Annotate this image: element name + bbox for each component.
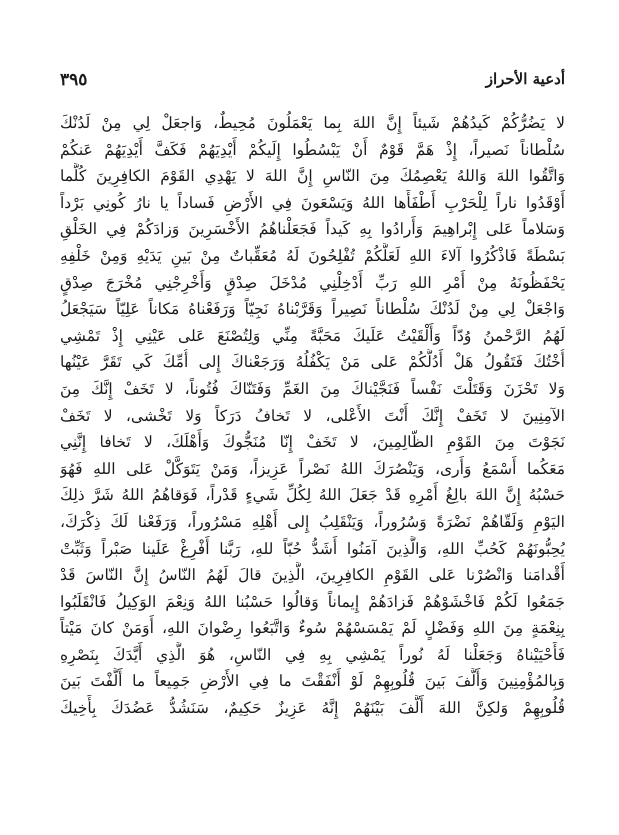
text-line: أُخْتُكَ فَتَقُولُ هَلْ أَدُلُّكُمْ عَلى مَنْ يَكْفُلُهُ وَرَجَعْناكَ إِلى أُمِّكَ كَي تَقَرَّ عَيْنُها — [60, 353, 565, 372]
page-header — [60, 70, 565, 98]
text-line: مَعَكُما أَسْمَعُ وَأَرى، وَيَنْصُرَكَ اللهُ نَصْراً عَزِيزاً، وَمَنْ يَتَوَكَّلْ عَلى اللهِ فَهُوَ — [60, 459, 565, 478]
running-head: أدعية الأحراز — [485, 70, 565, 88]
text-line: حَسْبُهُ إِنَّ اللهَ بالِغُ أَمْرِهِ قَدْ جَعَلَ اللهُ لِكُلِّ شَيءٍ قَدْراً، فَوَقاهُمُ اللهُ شَرَّ ذلِكَ — [60, 486, 565, 505]
text-line: أَقْدامَنا وَانْصُرْنا عَلى القَوْمِ الكافِرِينَ، الَّذِينَ قالَ لَهُمُ النّاسُ إِنَّ النّاسَ قَدْ — [60, 566, 565, 585]
text-line: الآمِنِينَ لا تَخَفْ إِنَّكَ أَنْتَ الأَعْلى، لا تَخافُ دَرَكاً وَلا تَخْشى، لا تَخَفْ — [60, 406, 565, 425]
text-line: يُحِبُّونَهُمْ كَحُبِّ اللهِ، وَالَّذِينَ آمَنُوا أَشَدُّ حُبّاً للهِ، رَبَّنا أَفْرِغْ عَلَينا صَبْراً وَثَبِّتْ — [60, 539, 565, 558]
text-line: سُلْطاناً نَصيراً، إِذْ هَمَّ قَوْمٌ أَنْ يَبْسُطُوا إِلَيكُمْ أَيْدِيَهُمْ فَكَفَّ أَيْدِيَهُمْ عَنكُمْ — [60, 140, 565, 159]
text-line: يَحْفَظُونَهُ مِنْ أَمْرِ اللهِ رَبِّ أَدْخِلْنِي مُدْخَلَ صِدْقٍ وَأَخْرِجْنِي مُخْرَجَ صِدْقٍ — [60, 273, 565, 292]
text-line: نَجَوْتَ مِنَ القَوْمِ الظّالِمِينَ، لا تَخَفْ إِنّا مُنَجُّوكَ وَأَهْلَكَ، لا تَخافا إِنَّنِي — [60, 433, 565, 452]
text-line: وَاتَّقُوا اللهَ وَاللهُ يَعْصِمُكَ مِنَ النّاسِ إِنَّ اللهَ لا يَهْدِي القَوْمَ الكافِرِينَ كُلَّما — [60, 167, 565, 186]
text-line: وَلا تَحْزَنَ وَقَتَلْتَ نَفْساً فَنَجَّيْناكَ مِنَ الغَمِّ وَفَتَنّاكَ فُتُوناً، لا تَخَفْ إِنَّكَ مِنَ — [60, 379, 565, 398]
text-line: فَأَحْيَيْناهُ وَجَعَلْنا لَهُ نُوراً يَمْشِي بِهِ فِي النّاسِ، هُوَ الَّذِي أَيَّدَكَ بِنَصْرِهِ — [60, 645, 565, 664]
page-number: ٣٩٥ — [60, 70, 88, 90]
text-line: اليَوْمِ وَلَقّاهُمْ نَضْرَةً وَسُرُوراً، وَيَنْقَلِبُ إِلى أَهْلِهِ مَسْرُوراً، وَرَفَعْنا لَكَ ذِكْرَكَ، — [60, 512, 565, 531]
text-line: وَاجْعَلْ لِي مِنْ لَدُنْكَ سُلْطاناً نَصِيراً وَقَرَّبْناهُ نَجِيّاً وَرَفَعْناهُ مَكاناً عَلِيّاً سَيَجْعَلُ — [60, 300, 565, 319]
text-line: بَسْطَةً فَاذْكُرُوا آلاءَ اللهِ لَعَلَّكُمْ تُفْلِحُونَ لَهُ مُعَقِّباتٌ مِنْ بَينِ يَدَيْهِ وَمِنْ خَلْفِهِ — [60, 246, 565, 265]
text-line: جَمَعُوا لَكُمْ فَاخْشَوْهُمْ فَزادَهُمْ إِيماناً وَقالُوا حَسْبُنا اللهُ وَنِعْمَ الوَكِيلُ فَانْقَلَبُوا — [60, 592, 565, 611]
text-line: لَهُمُ الرَّحْمنُ وُدّاً وَأَلْقَيْتُ عَلَيكَ مَحَبَّةً مِنِّي وَلِتُصْنَعَ عَلى عَيْنِي إِذْ تَمْشِي — [60, 326, 565, 345]
text-line: بِنِعْمَةٍ مِنَ اللهِ وَفَضْلٍ لَمْ يَمْسَسْهُمْ سُوءٌ وَاتَّبَعُوا رِضْوانَ اللهِ، أَوَمَنْ كانَ مَيْتاً — [60, 619, 565, 638]
text-line: وَسَلاماً عَلى إِبْراهِيمَ وَأَرادُوا بِهِ كَيداً فَجَعَلْناهُمُ الأَخْسَرِينَ وَزادَكُمْ فِي الخَلْقِ — [60, 220, 565, 239]
text-line: قُلُوبِهِمْ وَلكِنَّ اللهَ أَلَّفَ بَيْنَهُمْ إِنَّهُ عَزِيزٌ حَكِيمٌ، سَنَشُدُّ عَضُدَكَ بِأَخِيكَ — [60, 699, 565, 718]
text-line: لا يَضُرُّكُمْ كَيدُهُمْ شَيئاً إِنَّ اللهَ بِما يَعْمَلُونَ مُحِيطٌ، وَاجعَلْ لِي مِنْ لَدُنْكَ — [60, 114, 565, 132]
text-line: وَبِالمُؤْمِنِينَ وَأَلَّفَ بَينَ قُلُوبِهِمْ لَوْ أَنْفَقْتَ ما فِي الأَرْضِ جَمِيعاً ما أَلَّفْتَ بَينَ — [60, 672, 565, 691]
text-line: أَوْقَدُوا ناراً لِلْحَرْبِ أَطْفَأَها اللهُ وَيَسْعَونَ فِي الأَرْضِ فَساداً يا نارُ كُونِي بَرْداً — [60, 193, 565, 212]
body-text — [60, 110, 565, 722]
